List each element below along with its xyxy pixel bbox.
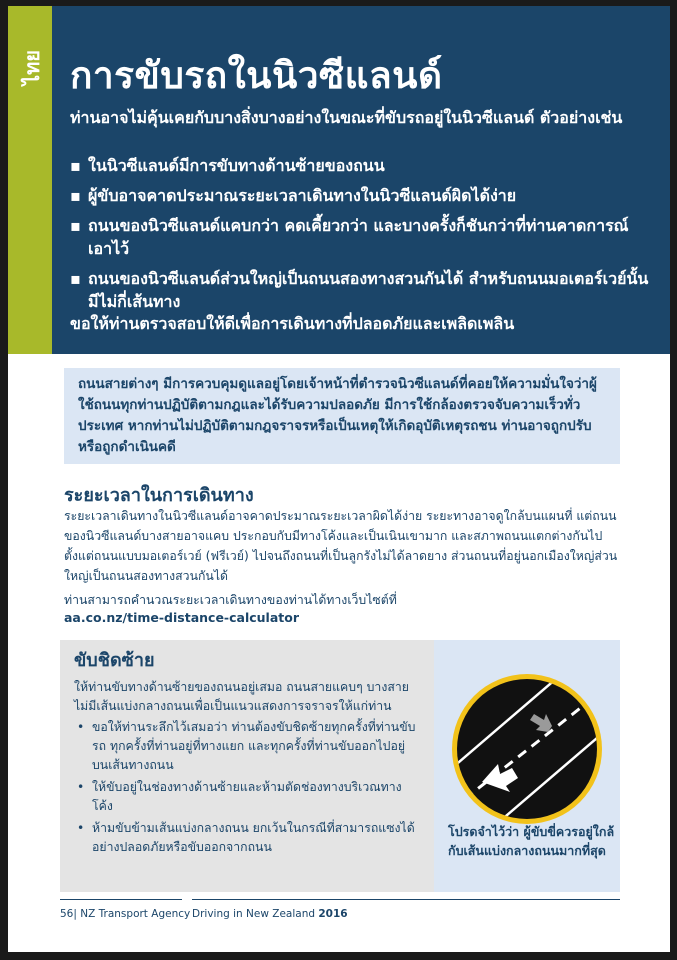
travel-time-body: ระยะเวลาเดินทางในนิวซีแลนด์อาจคาดประมาณระยะเวลาผิดได้ง่าย ระยะทางอาจดูใกล้บนแผนที่ แต่ถนนของนิวซีแลนด์บางสายอาจแคบ ประกอบกับมีทางโค้งและเป็นเนินเขามาก และสภาพถนนแตกต่างกันไปตั้งแต่ถนนแบบมอเตอร์เวย์ (ฟรีเวย์) ไปจนถึงถนนที่เป็นลูกรังไม่ได้ลาดยาง ส่วนถนนที่อยู่นอกเมืองใหญ่ส่วนใหญ่เป็นถนนสองทางสวนกันได้ <box>64 509 618 583</box>
travel-time-calc-text: ท่านสามารถคำนวณระยะเวลาเดินทางของท่านได้ทางเว็บไซต์ที่ <box>64 593 397 607</box>
header-list-item: ▪ ถนนของนิวซีแลนด์ส่วนใหญ่เป็นถนนสองทางสวนกันได้ สำหรับถนนมอเตอร์เวย์นั้นมีไม่กี่เส้นทาง <box>70 267 650 313</box>
keep-left-list-item: • ห้ามขับข้ามเส้นแบ่งกลางถนน ยกเว้นในกรณีที่สามารถแซงได้อย่างปลอดภัยหรือขับออกจากถนน <box>74 819 420 857</box>
header-panel <box>8 6 670 354</box>
road-circle-icon <box>448 670 606 828</box>
page-title: การขับรถในนิวซีแลนด์ <box>70 54 443 97</box>
keep-left-diagram-box <box>434 640 620 892</box>
language-tab <box>8 6 52 354</box>
publication-name: Driving in New Zealand <box>192 908 316 920</box>
page <box>8 6 670 952</box>
publication-year: 2016 <box>318 908 348 920</box>
footer-agency: 56| NZ Transport Agency <box>60 908 191 920</box>
keep-left-caption: โปรดจำไว้ว่า ผู้ขับขี่ควรอยู่ใกล้กับเส้นแบ่งกลางถนนมากที่สุด <box>448 824 615 858</box>
header-list-item: ▪ ผู้ขับอาจคาดประมาณระยะเวลาเดินทางในนิวซีแลนด์ผิดได้ง่าย <box>70 184 650 207</box>
footer-rule <box>192 899 620 900</box>
keep-left-list-item: • ขอให้ท่านระลึกไว้เสมอว่า ท่านต้องขับชิดซ้ายทุกครั้งที่ท่านขับรถ ทุกครั้งที่ท่านอยู่ที่ทางแยก และทุกครั้งที่ท่านขับออกไปอยู่บนเส้นทางถนน <box>74 718 420 775</box>
police-notice-text: ถนนสายต่างๆ มีการควบคุมดูแลอยู่โดยเจ้าหน้าที่ตำรวจนิวซีแลนด์ที่คอยให้ความมั่นใจว่าผู้ใช้ถนนทุกท่านปฏิบัติตามกฎและได้รับความปลอดภัย มีการใช้กล้องตรวจจับความเร็วทั่วประเทศ หากท่านไม่ปฏิบัติตามกฎจราจรหรือเป็นเหตุให้เกิดอุบัติเหตุรถชน ท่านอาจถูกปรับหรือถูกดำเนินคดี <box>78 376 597 455</box>
footer-rule <box>60 899 182 900</box>
time-distance-calculator-link[interactable]: aa.co.nz/time-distance-calculator <box>64 610 299 625</box>
keep-left-box <box>60 640 434 892</box>
keep-left-heading: ขับชิดซ้าย <box>74 650 155 671</box>
page-number: 56 <box>60 908 74 920</box>
header-list <box>70 154 650 320</box>
header-intro: ท่านอาจไม่คุ้นเคยกับบางสิ่งบางอย่างในขณะที่ขับรถอยู่ในนิวซีแลนด์ ตัวอย่างเช่น <box>70 108 623 127</box>
header-list-item: ▪ ถนนของนิวซีแลนด์แคบกว่า คดเคี้ยวกว่า และบางครั้งก็ชันกว่าที่ท่านคาดการณ์เอาไว้ <box>70 214 650 260</box>
keep-left-intro: ให้ท่านขับทางด้านซ้ายของถนนอยู่เสมอ ถนนสายแคบๆ บางสายไม่มีเส้นแบ่งกลางถนนเพื่อเป็นแนวแสดงการจราจรให้แก่ท่าน <box>74 680 409 713</box>
header-list-item: ▪ ในนิวซีแลนด์มีการขับทางด้านซ้ายของถนน <box>70 154 650 177</box>
language-tab-label: ไทย <box>20 50 44 85</box>
keep-left-list-item: • ให้ขับอยู่ในช่องทางด้านซ้ายและห้ามตัดช่องทางบริเวณทางโค้ง <box>74 778 420 816</box>
keep-left-list <box>74 718 420 857</box>
agency-name: NZ Transport Agency <box>80 908 191 920</box>
travel-time-heading: ระยะเวลาในการเดินทาง <box>64 485 254 506</box>
police-notice-box <box>64 368 620 464</box>
header-closing: ขอให้ท่านตรวจสอบให้ดีเพื่อการเดินทางที่ปลอดภัยและเพลิดเพลิน <box>70 314 515 333</box>
footer-publication <box>192 908 348 920</box>
